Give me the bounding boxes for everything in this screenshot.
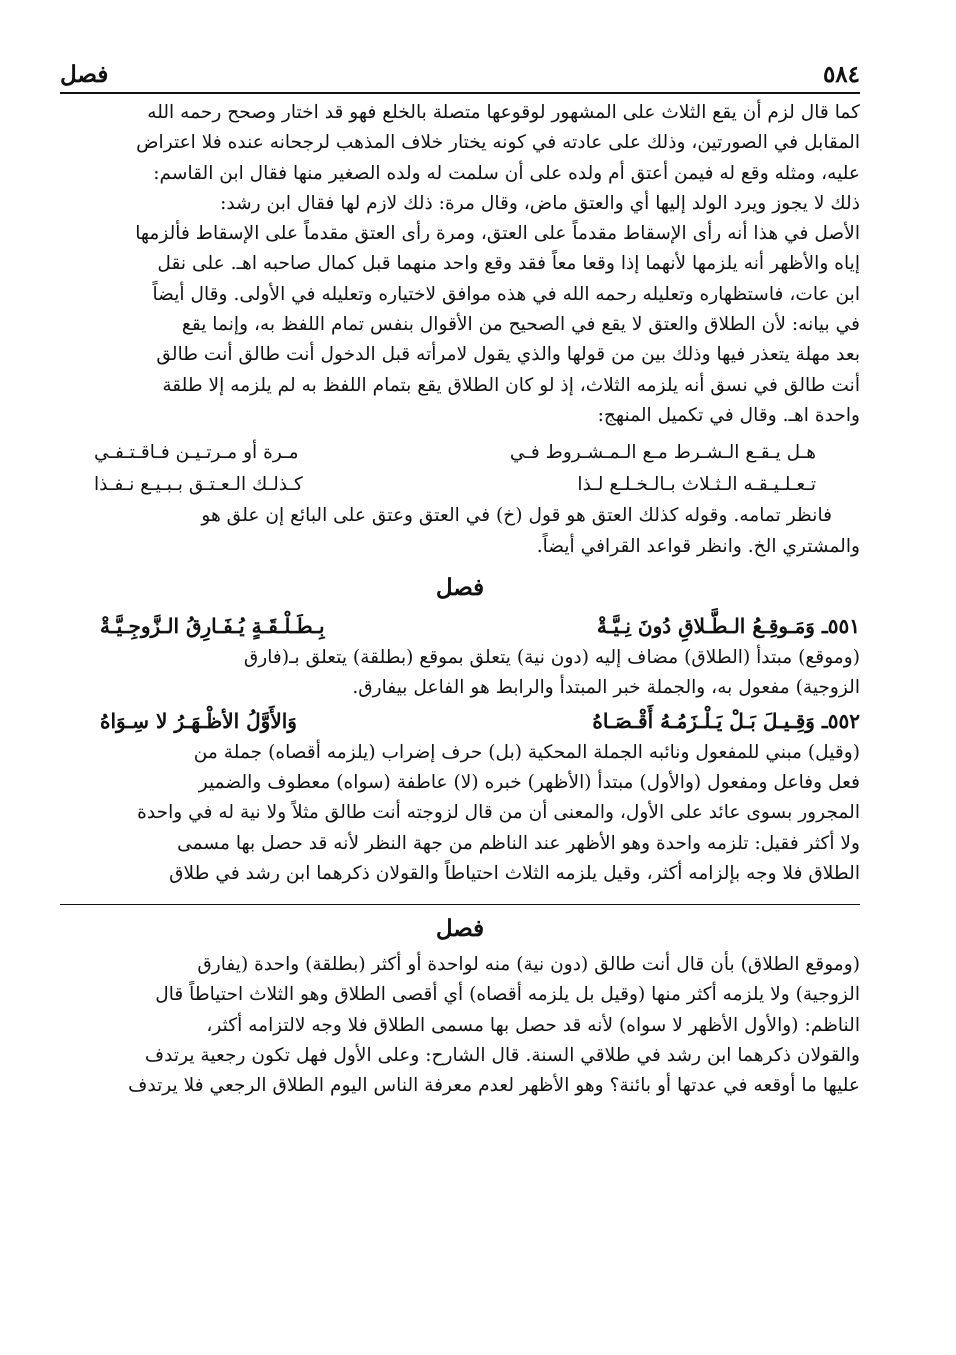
footnote-line: والقولان ذكرهما ابن رشد في طلاقي السنة. قال الشارح: وعلى الأول فهل تكون رجعية يرتدف: [144, 1044, 860, 1066]
body-line: في بيانه: لأن الطلاق والعتق لا يقع في الصحيح من الأقوال بنفس تمام اللفظ به، وإنما يقع: [181, 314, 860, 336]
poem-line-left: بِـطَـلْـقَـةٍ يُـفَـارِقُ الـزَّوجِـيَّـةْ: [100, 613, 325, 638]
body-line: والمشتري الخ. وانظر قواعد القرافي أيضاً.: [536, 535, 860, 557]
commentary-551: [60, 643, 860, 704]
poem-line-552: [60, 704, 860, 738]
body-line: عليه، ومثله وقع له فيمن أعتق أم ولده على أن سلمت له ولده الصغير منها فقال ابن القاسم:: [153, 162, 860, 184]
footnote-line: (وموقع الطلاق) بأن قال أنت طالق (دون نية) منه لواحدة أو أكثر (بطلقة) واحدة (يفارق: [197, 953, 860, 975]
commentary-line: الزوجية) مفعول به، والجملة خبر المبتدأ والرابط هو الفاعل بيفارق.: [352, 677, 860, 699]
poem-line-left: وَالأَوَّلُ الأظْـهَـرُ لا سِـوَاهُ: [100, 708, 297, 733]
verse-block: [60, 437, 860, 501]
commentary-line: الطلاق فلا وجه بإلزامه أكثر، وقيل يلزمه الثلاث احتياطاً والقولان ذكرهما ابن رشد في طلاق: [169, 863, 860, 885]
body-line: ذلك لا يجوز ويرد الولد إليها أي والعتق ماض، وقال مرة: ذلك لازم لها فقال ابن رشد:: [220, 192, 860, 214]
page-number: ٥٨٤: [822, 61, 860, 88]
after-verse-text: [60, 501, 860, 562]
footnote-line: الزوجية) ولا يلزمه أكثر منها (وقيل بل يلزمه أقصاه) أي أقصى الطلاق وهو الثلاث احتياطاً قال: [155, 984, 860, 1006]
commentary-line: فعل وفاعل ومفعول (والأول) مبتدأ (الأظهر) خبره (لا) عاطفة (سواه) معطوف والضمير: [198, 772, 860, 794]
commentary-line: (وموقع) مبتدأ (الطلاق) مضاف إليه (دون نية) يتعلق بموقع (بطلقة) يتعلق بـ(فارق: [243, 646, 860, 668]
poem-line-right: ٥٥١ـ وَمَـوقِـعُ الـطَّـلاقِ دُونَ نِـيَّـةْ: [596, 613, 860, 638]
body-line: الأصل في هذا أنه رأى الإسقاط مقدماً على العتق، ومرة رأى العتق مقدماً على الإسقاط فألزمها: [135, 223, 860, 245]
commentary-line: المجرور بسوى عائد على الأول، والمعنى أن من قال لزوجته أنت طالق مثلاً ولا نية له في واحدة: [137, 802, 860, 824]
verse-hemistich-right: هـل يـقـع الـشـرط مـع الـمـشـروط فـي: [509, 442, 816, 464]
body-line: فانظر تمامه. وقوله كذلك العتق هو قول (خ) في العتق وعتق على البائع إن علق هو: [201, 505, 832, 527]
body-line: المقابل في الصورتين، وذلك على عادته في كونه يختار خلاف المذهب لرجحانه عنده فلا اعتراض: [136, 132, 860, 154]
commentary-552: [60, 738, 860, 890]
body-line: بعد مهلة يتعذر فيها وذلك بين من قولها والذي يقول لامرأته قبل الدخول أنت طالق أنت طالق: [156, 344, 860, 366]
body-text: [60, 98, 860, 431]
footnote-line: الناظم: (والأول الأظهر لا سواه) لأنه قد حصل بها مسمى الطلاق فلا وجه لالتزامه أكثر،: [206, 1014, 860, 1036]
verse-line: [60, 469, 860, 501]
footnote-line: عليها ما أوقعه في عدتها أو بائنة؟ وهو الأظهر لعدم معرفة الناس اليوم الطلاق الرجعي فلا يرتدف: [128, 1075, 860, 1097]
verse-line: [60, 437, 860, 469]
footnote-rule: [60, 904, 860, 905]
commentary-line: (وقيل) مبني للمفعول ونائبه الجملة المحكية (بل) حرف إضراب (يلزمه أقصاه) جملة من: [193, 741, 860, 763]
running-head: فصل: [60, 61, 109, 88]
poem-line-right: ٥٥٢ـ وَقِـيـلَ بَـلْ يَـلْـزَمُـهُ أَقْـصَـاهُ: [592, 708, 860, 733]
verse-hemistich-right: تـعـلـيـقـه الـثـلاث بـالـخـلـع لـذا: [577, 474, 816, 496]
page-header: [60, 48, 860, 88]
page: [60, 48, 860, 1338]
body-line: واحدة اهـ. وقال في تكميل المنهج:: [597, 404, 860, 426]
section-title: فصل: [435, 573, 485, 601]
footnote-title: فصل: [435, 914, 485, 942]
body-line: أنت طالق في نسق أنه يلزمه الثلاث، إذ لو كان الطلاق يقع بتمام اللفظ به لم يلزمه إلا طلقة: [162, 374, 860, 396]
commentary-line: ولا أكثر فقيل: تلزمه واحدة وهو الأظهر عند الناظم من جهة النظر لأنه قد حصل بها مسمى: [177, 832, 860, 854]
poem-line-551: [60, 609, 860, 643]
header-rule: [60, 92, 860, 94]
body-line: ابن عات، فاستظهاره وتعليله رحمه الله في هذه موافق لاختياره وتعليله في الأولى. وقال أيضاً: [152, 283, 860, 305]
body-line: كما قال لزم أن يقع الثلاث على المشهور لوقوعها متصلة بالخلع فهو قد اختار وصحح رحمه الله: [147, 102, 860, 123]
body-line: إياه والأظهر أنه يلزمها لأنهما إذا وقعا معاً فقد وقع واحد منهما قبل كمال صاحبه اهـ. على نقل: [157, 253, 860, 275]
verse-hemistich-left: مـرة أو مـرتـيـن فـاقـتـفـي: [94, 442, 299, 464]
verse-hemistich-left: كـذلـك الـعـتـق بـبـيـع نـفـذا: [94, 474, 303, 496]
footnote-block: [60, 915, 860, 1102]
